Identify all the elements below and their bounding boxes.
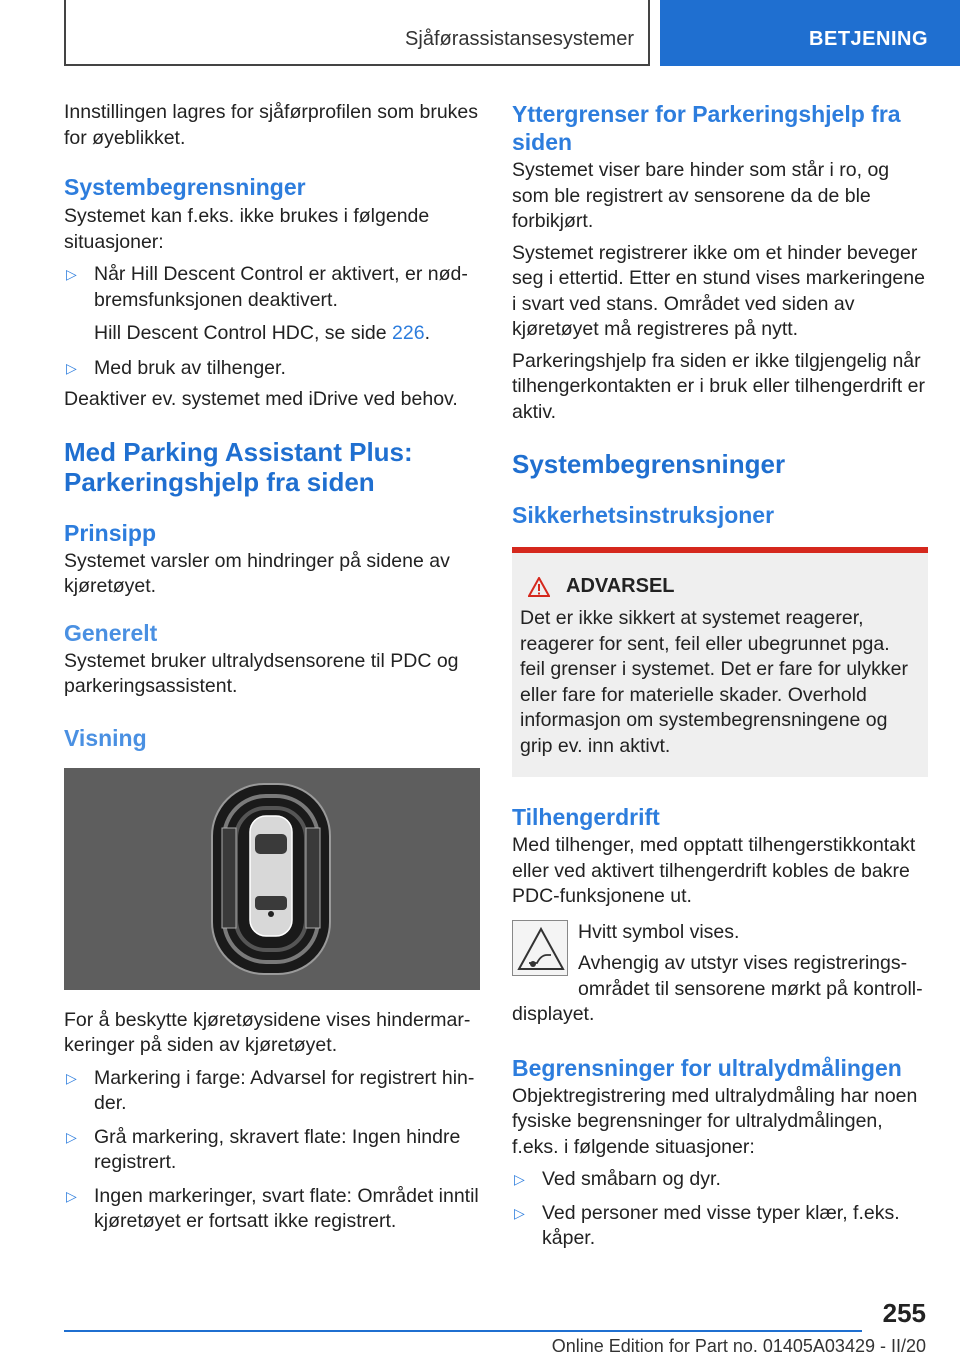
header-section-title: Sjåførassistansesystemer	[405, 28, 634, 50]
outer-limits-p3: Parkeringshjelp fra siden er ikke tilgjengelig når tilhengerkontakten er i bruk eller tilhengerdrift er aktiv.	[512, 349, 925, 423]
ultrasonic-heading: Begrensninger for ultralydmålingen	[512, 1054, 902, 1081]
trailer-symbol-block	[512, 920, 928, 1028]
trailer-symbol-icon	[512, 920, 568, 976]
symbol-text: Hvitt symbol vises.	[578, 920, 740, 943]
general-heading: Generelt	[64, 619, 158, 646]
triangle-bullet-icon: ▷	[66, 1187, 77, 1204]
trailer-display-text-end: displayet.	[512, 1003, 595, 1025]
page-link[interactable]: 226	[392, 322, 425, 344]
parking-display-image	[64, 768, 480, 990]
ultrasonic-list	[512, 1167, 928, 1252]
header-chapter-label: BETJENING	[809, 28, 928, 50]
hdc-reference: Hill Descent Control HDC, se side 226.	[94, 322, 430, 344]
footer-edition: Online Edition for Part no. 01405A03429 - II/20	[551, 1336, 926, 1356]
triangle-bullet-icon: ▷	[66, 1069, 77, 1086]
triangle-bullet-icon: ▷	[66, 266, 77, 282]
list-item: ▷ Med bruk av tilhenger.	[64, 356, 480, 382]
system-limits-text: Systemet kan f.eks. ikke brukes i følgende situasjoner:	[64, 205, 430, 253]
parking-assistant-heading: Med Parking Assistant Plus: Parkeringshjelp fra siden	[64, 436, 413, 497]
warning-triangle-icon	[528, 577, 550, 597]
footer-divider	[64, 1330, 862, 1332]
header-chapter-tab	[660, 0, 960, 66]
principle-heading: Prinsipp	[64, 519, 157, 546]
display-heading: Visning	[64, 724, 147, 751]
triangle-bullet-icon: ▷	[66, 1128, 77, 1145]
deactivate-text: Deaktiver ev. systemet med iDrive ved behov.	[64, 388, 458, 410]
triangle-bullet-icon: ▷	[514, 1204, 525, 1221]
triangle-bullet-icon: ▷	[66, 359, 77, 376]
system-limits-list	[64, 262, 480, 381]
principle-text: Systemet varsler om hindringer på sidene av kjøretøyet.	[64, 549, 450, 597]
triangle-bullet-icon: ▷	[514, 1171, 525, 1187]
list-item: ▷ Ved småbarn og dyr.	[512, 1167, 928, 1193]
display-list	[64, 1066, 480, 1235]
list-item: ▷ Ingen markeringer, svart flate: Området inntil kjøretøyet er fortsatt ikke registrert.	[66, 1184, 479, 1232]
list-item: ▷ Markering i farge: Advarsel for registrert hinder.	[66, 1066, 475, 1114]
warning-text: Det er ikke sikkert at systemet reagerer, reagerer for sent, feil eller ubegrunnet pga. feil grenser i systemet. Det er fare for ulykker eller fare for materielle skader. Overhold informasjon om systembegrensningene og grip ev. inn aktivt.	[520, 607, 908, 757]
outer-limits-p1: Systemet viser bare hinder som står i ro, og som ble registrert av sensorene da de ble forbikjørt.	[512, 159, 890, 232]
warning-header	[520, 575, 918, 598]
list-item: ▷ Ved personer med visse typer klær, f.eks. kåper.	[514, 1201, 900, 1249]
intro-text: Innstillingen lagres for sjåførprofilen som brukes for øyeblikket.	[64, 101, 479, 149]
general-text: Systemet bruker ultralydsensorene til PDC og parkeringsassistent.	[64, 649, 459, 697]
safety-heading: Sikkerhetsinstruksjoner	[512, 502, 775, 528]
header-section-box	[64, 0, 650, 66]
warning-title: ADVARSEL	[566, 575, 675, 597]
system-limits-heading: Systembegrensninger	[64, 174, 306, 200]
trailer-display-text: Avhengig av utstyr vises registreringsområdet til sensorene mørkt på kontroll-	[578, 952, 923, 1000]
system-limits-heading-right: Systembegrensninger	[512, 449, 786, 479]
right-column	[512, 100, 928, 1252]
list-item: ▷ Når Hill Descent Control er aktivert, er nødbremsfunksjonen deaktivert. Hill Descent Control HDC, se side 226.	[64, 262, 480, 347]
display-text: For å beskytte kjøretøysidene vises hindermarkeringer på siden av kjøretøyet.	[64, 1008, 471, 1056]
trailer-heading: Tilhengerdrift	[512, 804, 660, 830]
page-number: 255	[882, 1298, 926, 1328]
ultrasonic-text: Objektregistrering med ultralydmåling har noen fysiske begrensninger for ultralydmålingen, f.eks. i følgende situasjoner:	[512, 1084, 918, 1158]
left-column	[64, 100, 480, 1235]
outer-limits-heading: Yttergrenser for Parkeringshjelp fra siden	[512, 101, 901, 155]
list-item: ▷ Grå markering, skravert flate: Ingen hindre registrert.	[66, 1125, 461, 1173]
warning-box	[512, 547, 928, 777]
outer-limits-p2: Systemet registrerer ikke om et hinder beveger seg i ettertid. Etter en stund vises markeringene i svart ved stans. Området ved siden av kjøretøyet må registreres på nytt.	[512, 241, 925, 340]
trailer-text: Med tilhenger, med opptatt tilhengerstikkontakt eller ved aktivert tilhengerdrift kobles de bakre PDC-funksjonene ut.	[512, 834, 916, 907]
